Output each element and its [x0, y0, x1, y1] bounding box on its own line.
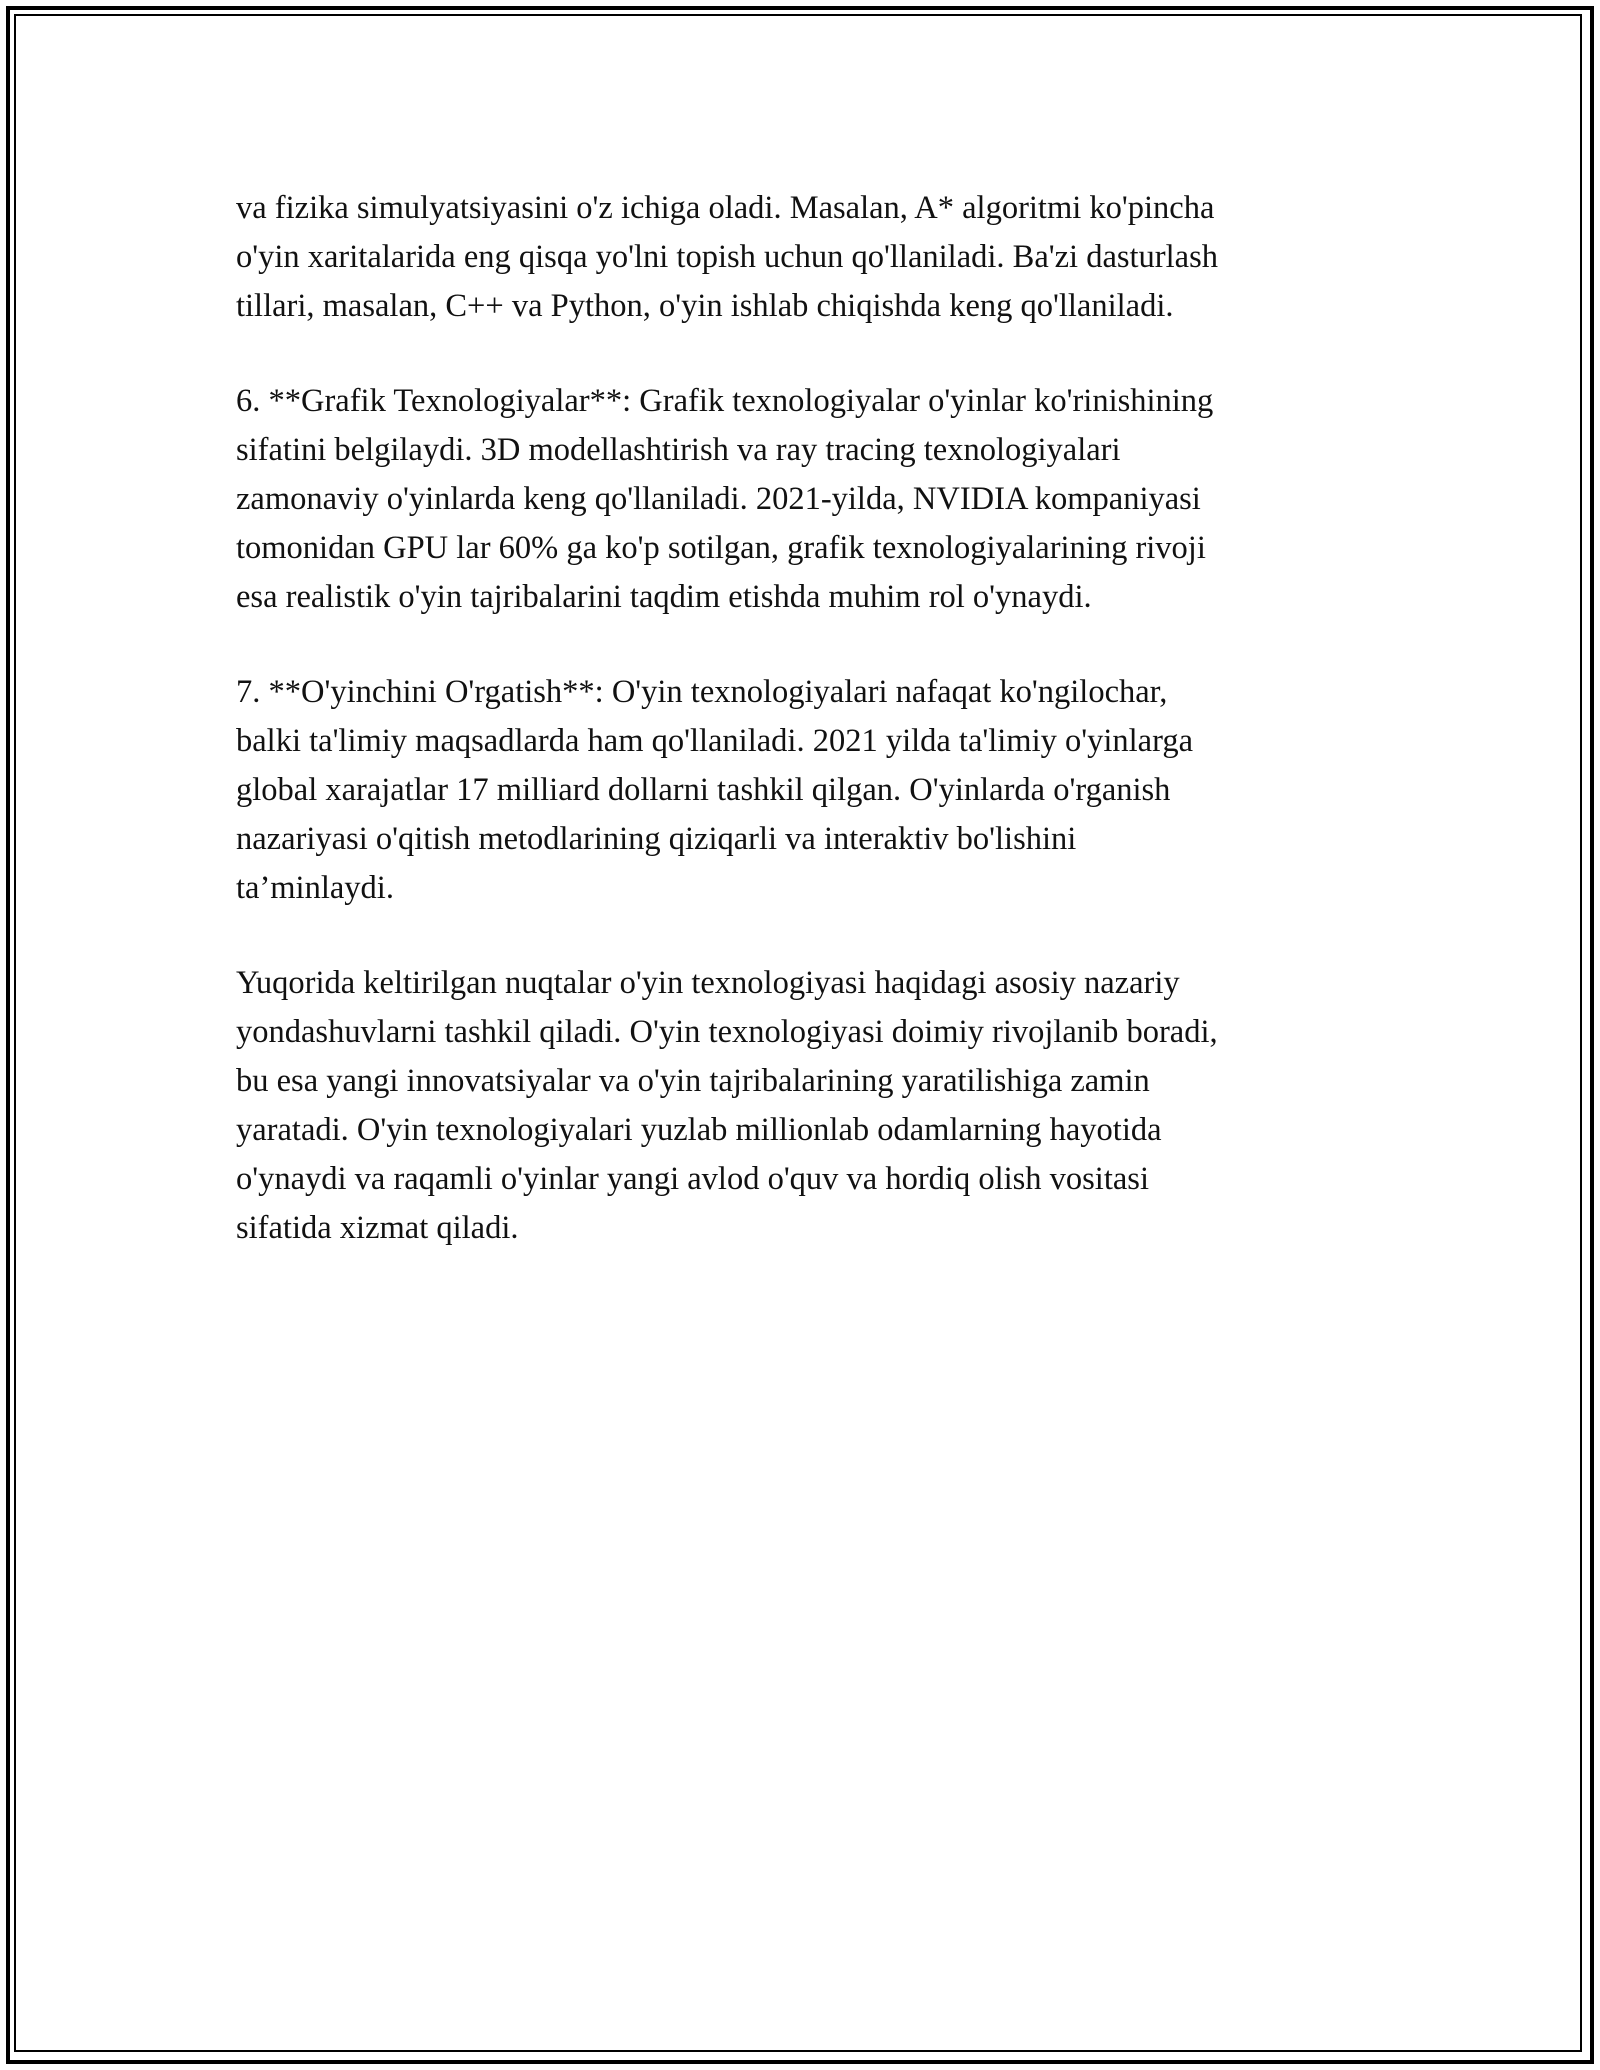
- paragraph-item-6-graphics: [236, 377, 1366, 622]
- text-line: ta’minlaydi.: [236, 870, 394, 906]
- text-line: tillari, masalan, C++ va Python, o'yin ishlab chiqishda keng qo'llaniladi.: [236, 288, 1174, 324]
- paragraph-continuation: [236, 184, 1366, 331]
- document-body: [236, 184, 1366, 1299]
- text-line: sifatida xizmat qiladi.: [236, 1210, 519, 1246]
- paragraph-conclusion: [236, 959, 1366, 1253]
- text-line: esa realistik o'yin tajribalarini taqdim etishda muhim rol o'ynaydi.: [236, 579, 1092, 615]
- paragraph-item-7-learning: [236, 668, 1366, 913]
- text-line: tomonidan GPU lar 60% ga ko'p sotilgan, grafik texnologiyalarining rivoji: [236, 530, 1206, 566]
- text-line: zamonaviy o'yinlarda keng qo'llaniladi. 2021-yilda, NVIDIA kompaniyasi: [236, 481, 1201, 517]
- text-line: yondashuvlarni tashkil qiladi. O'yin texnologiyasi doimiy rivojlanib boradi,: [236, 1014, 1218, 1050]
- text-line: 6. **Grafik Texnologiyalar**: Grafik texnologiyalar o'yinlar ko'rinishining: [236, 383, 1214, 419]
- text-line: yaratadi. O'yin texnologiyalari yuzlab millionlab odamlarning hayotida: [236, 1112, 1162, 1148]
- text-line: va fizika simulyatsiyasini o'z ichiga oladi. Masalan, A* algoritmi ko'pincha: [236, 190, 1215, 226]
- text-line: Yuqorida keltirilgan nuqtalar o'yin texnologiyasi haqidagi asosiy nazariy: [236, 965, 1180, 1001]
- text-line: nazariyasi o'qitish metodlarining qiziqarli va interaktiv bo'lishini: [236, 821, 1077, 857]
- text-line: bu esa yangi innovatsiyalar va o'yin tajribalarining yaratilishiga zamin: [236, 1063, 1150, 1099]
- text-line: balki ta'limiy maqsadlarda ham qo'llaniladi. 2021 yilda ta'limiy o'yinlarga: [236, 723, 1193, 759]
- text-line: o'ynaydi va raqamli o'yinlar yangi avlod o'quv va hordiq olish vositasi: [236, 1161, 1149, 1197]
- text-line: 7. **O'yinchini O'rgatish**: O'yin texnologiyalari nafaqat ko'ngilochar,: [236, 674, 1168, 710]
- text-line: o'yin xaritalarida eng qisqa yo'lni topish uchun qo'llaniladi. Ba'zi dasturlash: [236, 239, 1218, 275]
- text-line: sifatini belgilaydi. 3D modellashtirish va ray tracing texnologiyalari: [236, 432, 1121, 468]
- text-line: global xarajatlar 17 milliard dollarni tashkil qilgan. O'yinlarda o'rganish: [236, 772, 1171, 808]
